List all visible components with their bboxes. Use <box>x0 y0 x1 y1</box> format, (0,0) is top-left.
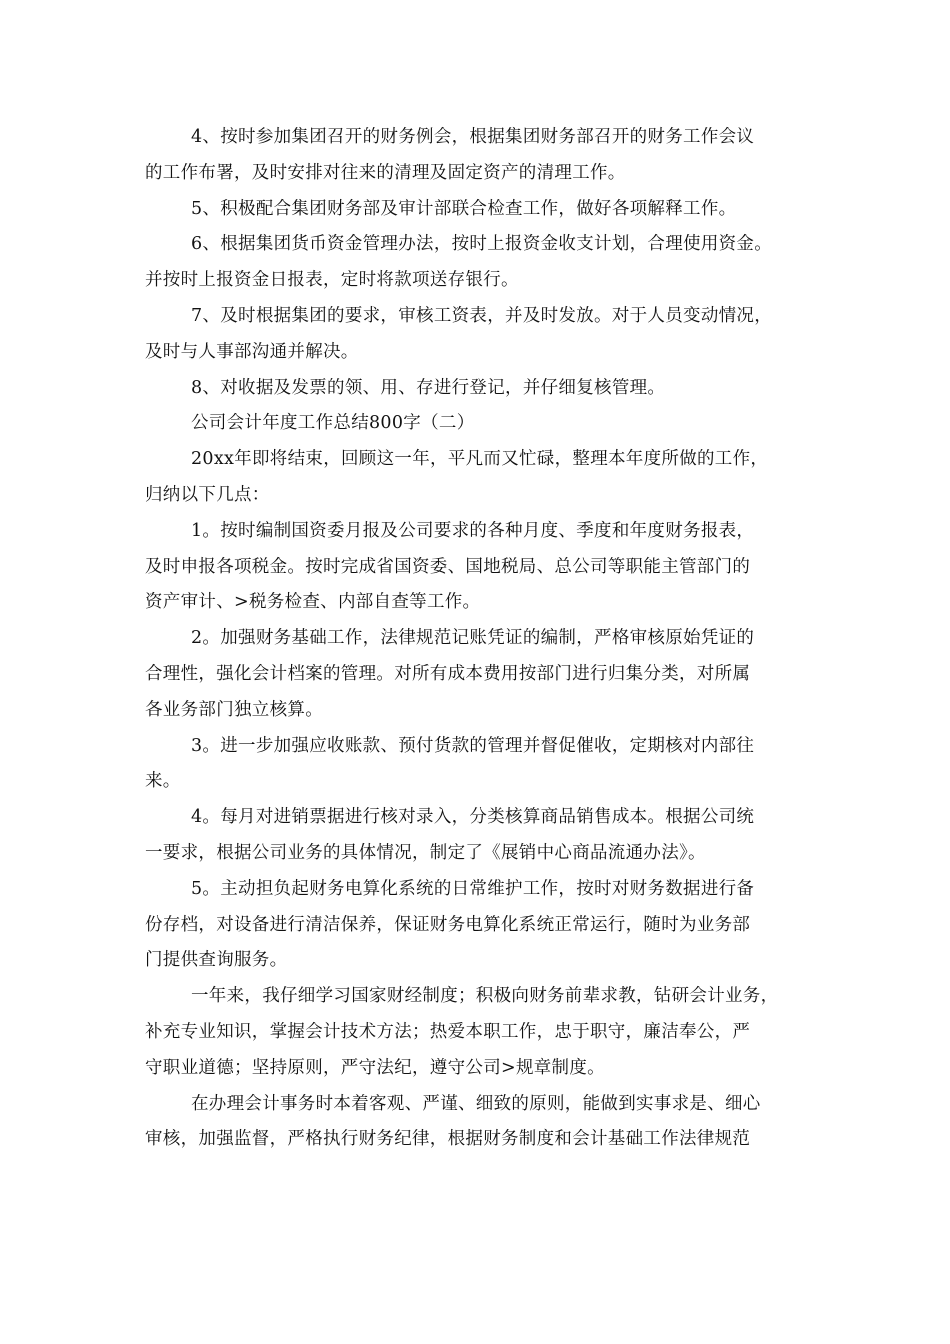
text-line: 一年来，我仔细学习国家财经制度；积极向财务前辈求教，钻研会计业务， <box>191 986 779 1007</box>
document-body <box>145 120 810 1158</box>
text-line: 在办理会计事务时本着客观、严谨、细致的原则，能做到实事求是、细心 <box>191 1093 761 1114</box>
text-line: 门提供查询服务。 <box>145 950 288 971</box>
text-line: 4、按时参加集团召开的财务例会，根据集团财务部召开的财务工作会议 <box>191 127 755 147</box>
section-heading: 公司会计年度工作总结800字（二） <box>191 413 475 434</box>
text-line: 5、积极配合集团财务部及审计部联合检查工作，做好各项解释工作。 <box>191 198 737 219</box>
text-line: 来。 <box>145 771 181 792</box>
text-line: 及时与人事部沟通并解决。 <box>145 341 359 362</box>
text-line: 4。每月对进销票据进行核对录入，分类核算商品销售成本。根据公司统 <box>191 807 755 828</box>
text-line: 2。加强财务基础工作，法律规范记账凭证的编制，严格审核原始凭证的 <box>191 628 755 649</box>
text-line: 6、根据集团货币资金管理办法，按时上报资金收支计划，合理使用资金。 <box>191 234 773 255</box>
text-line: 3。进一步加强应收账款、预付货款的管理并督促催收，定期核对内部往 <box>191 735 755 756</box>
text-line: 份存档，对设备进行清洁保养，保证财务电算化系统正常运行，随时为业务部 <box>145 914 751 935</box>
text-line: 的工作布署，及时安排对往来的清理及固定资产的清理工作。 <box>145 162 626 183</box>
text-line: 补充专业知识，掌握会计技术方法；热爱本职工作，忠于职守，廉洁奉公，严 <box>145 1021 751 1042</box>
text-line: 并按时上报资金日报表，定时将款项送存银行。 <box>145 270 519 291</box>
text-line: 8、对收据及发票的领、用、存进行登记，并仔细复核管理。 <box>191 377 666 398</box>
text-line: 守职业道德；坚持原则，严守法纪，遵守公司>规章制度。 <box>145 1057 605 1078</box>
text-line: 1。按时编制国资委月报及公司要求的各种月度、季度和年度财务报表， <box>191 520 755 541</box>
text-line: 各业务部门独立核算。 <box>145 699 323 720</box>
text-line: 20xx年即将结束，回顾这一年，平凡而又忙碌，整理本年度所做的工作， <box>191 449 769 470</box>
text-line: 资产审计、>税务检查、内部自查等工作。 <box>145 592 481 613</box>
text-line: 5。主动担负起财务电算化系统的日常维护工作，按时对财务数据进行备 <box>191 878 755 899</box>
text-line: 归纳以下几点： <box>145 484 270 505</box>
text-line: 及时申报各项税金。按时完成省国资委、国地税局、总公司等职能主管部门的 <box>145 556 751 577</box>
text-line: 合理性，强化会计档案的管理。对所有成本费用按部门进行归集分类，对所属 <box>145 663 751 684</box>
text-line: 7、及时根据集团的要求，审核工资表，并及时发放。对于人员变动情况， <box>191 305 773 326</box>
text-line: 一要求，根据公司业务的具体情况，制定了《展销中心商品流通办法》。 <box>145 842 706 863</box>
text-line: 审核，加强监督，严格执行财务纪律，根据财务制度和会计基础工作法律规范 <box>145 1129 751 1150</box>
